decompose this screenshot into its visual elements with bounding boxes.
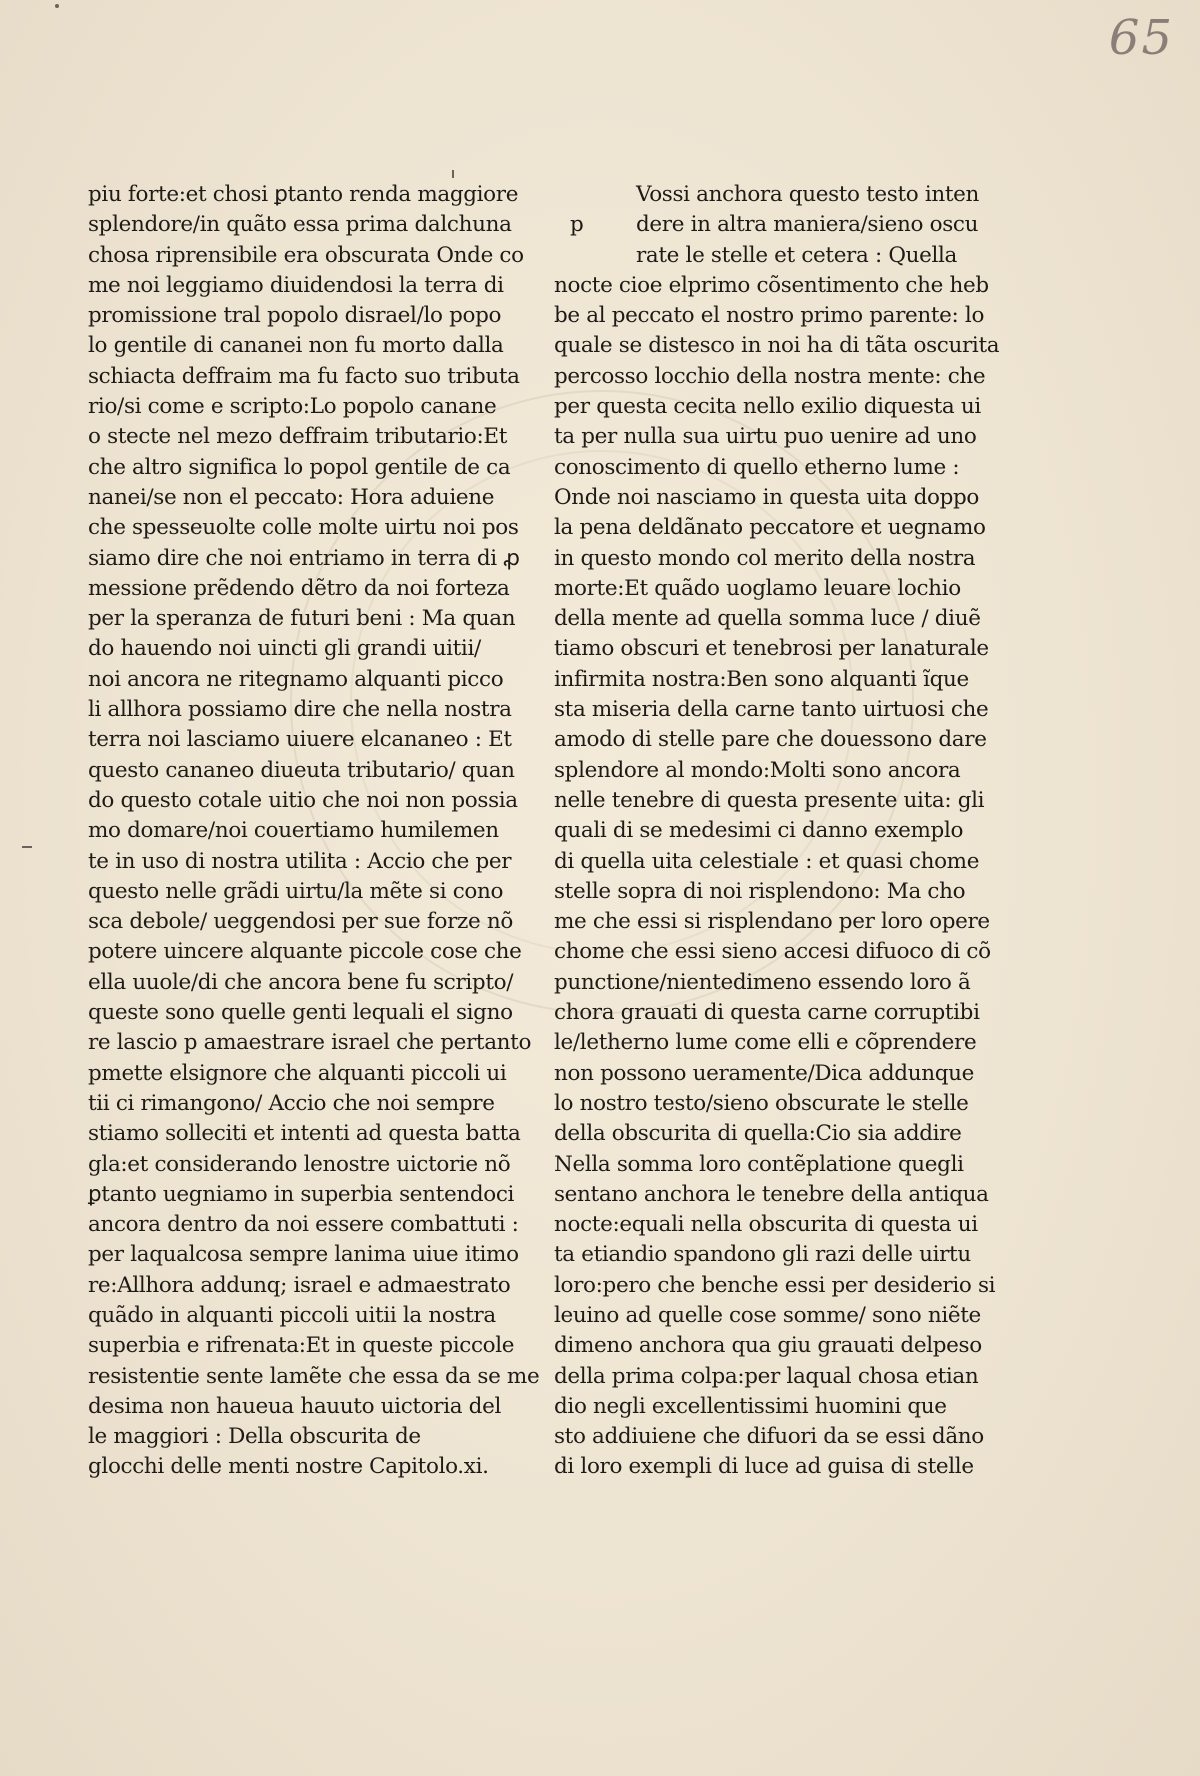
text-line: della mente ad quella somma luce / diuẽ xyxy=(554,606,981,632)
text-line: me noi leggiamo diuidendosi la terra di xyxy=(88,272,504,298)
text-line: quali di se medesimi ci danno exemplo xyxy=(554,818,964,844)
folio-number: 65 xyxy=(1108,10,1174,66)
text-line: per la speranza de futuri beni : Ma quan xyxy=(88,606,516,632)
text-line: lo nostro testo/sieno obscurate le stelle xyxy=(554,1090,969,1116)
text-line: ta etiandio spandono gli razi delle uirtu xyxy=(554,1242,971,1268)
right-text-column xyxy=(554,180,1000,1483)
ink-speck xyxy=(452,170,454,178)
text-line: li allhora possiamo dire che nella nostra xyxy=(88,697,512,723)
text-line: messione prẽdendo dẽtro da noi forteza xyxy=(88,575,510,601)
text-line: di loro exempli di luce ad guisa di stelle xyxy=(554,1454,974,1480)
text-line: do hauendo noi uincti gli grandi uitii/ xyxy=(88,636,481,662)
text-line: re:Allhora addunq; israel e admaestrato xyxy=(88,1272,511,1298)
text-line: chosa riprensibile era obscurata Onde co xyxy=(88,242,524,268)
text-line: te in uso di nostra utilita : Accio che per xyxy=(88,848,512,874)
text-line: ancora dentro da noi essere combattuti : xyxy=(88,1212,519,1238)
text-line: nocte:equali nella obscurita di questa ui xyxy=(554,1212,978,1238)
text-line: terra noi lasciamo uiuere elcananeo : Et xyxy=(88,727,512,753)
text-line: dimeno anchora qua giu grauati delpeso xyxy=(554,1333,982,1359)
text-line: che altro significa lo popol gentile de ca xyxy=(88,454,511,480)
text-line: questo nelle grãdi uirtu/la mẽte si cono xyxy=(88,878,504,904)
text-line: percosso locchio della nostra mente: che xyxy=(554,363,986,389)
text-line: ta per nulla sua uirtu puo uenire ad uno xyxy=(554,424,977,450)
text-line: della obscurita di quella:Cio sia addire xyxy=(554,1121,962,1147)
text-line: mo domare/noi couertiamo humilemen xyxy=(88,818,499,844)
text-line: splendore al mondo:Molti sono ancora xyxy=(554,757,961,783)
text-line: amodo di stelle pare che douessono dare xyxy=(554,727,987,753)
text-line: desima non haueua hauuto uictoria del xyxy=(88,1393,501,1419)
text-line: queste sono quelle genti lequali el signo xyxy=(88,1000,513,1026)
text-line: per questa cecita nello exilio diquesta ui xyxy=(554,394,981,420)
left-text-column xyxy=(88,180,540,1483)
text-line: Onde noi nasciamo in questa uita doppo xyxy=(554,484,980,510)
text-line: chora grauati di questa carne corruptibi xyxy=(554,1000,980,1026)
text-line: nelle tenebre di questa presente uita: gli xyxy=(554,787,985,813)
text-line: per laqualcosa sempre lanima uiue itimo xyxy=(88,1242,519,1268)
text-line: in questo mondo col merito della nostra xyxy=(554,545,976,571)
text-line: ella uuole/di che ancora bene fu scripto/ xyxy=(88,969,514,995)
text-line: le/letherno lume come elli e cõprendere xyxy=(554,1030,977,1056)
text-line: glocchi delle menti nostre Capitolo.xi. xyxy=(88,1454,489,1480)
text-line: punctione/nientedimeno essendo loro ã xyxy=(554,969,971,995)
text-line: rio/si come e scripto:Lo popolo canane xyxy=(88,394,497,420)
text-line: potere uincere alquante piccole cose che xyxy=(88,939,522,965)
text-line: quale se distesco in noi ha di tãta oscurita xyxy=(554,333,1000,359)
text-line: dio negli excellentissimi huomini que xyxy=(554,1393,947,1419)
text-line: morte:Et quãdo uoglamo leuare lochio xyxy=(554,575,961,601)
text-line: tii ci rimangono/ Accio che noi sempre xyxy=(88,1090,495,1116)
text-line: sentano anchora le tenebre della antiqua xyxy=(554,1181,989,1207)
text-line: chome che essi sieno accesi difuoco di cõ xyxy=(554,939,991,965)
text-line: o stecte nel mezo deffraim tributario:Et xyxy=(88,424,508,450)
text-line: le maggiori : Della obscurita de xyxy=(88,1424,421,1450)
text-line: do questo cotale uitio che noi non possia xyxy=(88,787,518,813)
text-line: re lascio p amaestrare israel che pertanto xyxy=(88,1030,532,1056)
text-line: noi ancora ne ritegnamo alquanti picco xyxy=(88,666,504,692)
text-line: che spesseuolte colle molte uirtu noi pos xyxy=(88,515,519,541)
text-line: splendore/in quãto essa prima dalchuna xyxy=(88,212,512,238)
text-line: resistentie sente lamẽte che essa da se me xyxy=(88,1363,540,1389)
ink-speck xyxy=(55,4,59,8)
text-line: conoscimento di quello etherno lume : xyxy=(554,454,960,480)
text-line: be al peccato el nostro primo parente: lo xyxy=(554,303,985,329)
text-line: leuino ad quelle cose somme/ sono niẽte xyxy=(554,1302,981,1328)
text-line-indented: rate le stelle et cetera : Quella xyxy=(636,242,957,268)
text-line: quãdo in alquanti piccoli uitii la nostra xyxy=(88,1302,496,1328)
text-line: loro:pero che benche essi per desiderio si xyxy=(554,1272,996,1298)
text-line: infirmita nostra:Ben sono alquanti ĩque xyxy=(554,666,969,692)
text-line: sto addiuiene che difuori da se essi dãno xyxy=(554,1424,984,1450)
text-line: della prima colpa:per laqual chosa etian xyxy=(554,1363,979,1389)
text-line: sca debole/ ueggendosi per sue forze nõ xyxy=(88,909,513,935)
text-line: piu forte:et chosi ꝑtanto renda maggiore xyxy=(88,182,519,207)
text-line: sta miseria della carne tanto uirtuosi che xyxy=(554,697,989,723)
text-line: non possono ueramente/Dica addunque xyxy=(554,1060,974,1086)
text-line: siamo dire che noi entriamo in terra di ꝓ xyxy=(88,545,520,571)
text-line: me che essi si risplendano per loro opere xyxy=(554,909,990,935)
text-line: la pena deldãnato peccatore et uegnamo xyxy=(554,515,986,541)
text-line: promissione tral popolo disrael/lo popo xyxy=(88,303,502,329)
text-line: Nella somma loro contẽplatione quegli xyxy=(554,1151,964,1177)
ink-speck xyxy=(22,846,32,848)
text-line: questo cananeo diueuta tributario/ quan xyxy=(88,757,515,783)
text-line: stelle sopra di noi risplendono: Ma cho xyxy=(554,878,966,904)
text-line: lo gentile di cananei non fu morto dalla xyxy=(88,333,504,359)
text-line: gla:et considerando lenostre uictorie nõ xyxy=(88,1151,511,1177)
text-line-indented: dere in altra maniera/sieno oscu xyxy=(636,212,979,238)
text-line: nanei/se non el peccato: Hora aduiene xyxy=(88,484,495,510)
text-line: di quella uita celestiale : et quasi chome xyxy=(554,848,980,874)
initial-guide-letter: p xyxy=(570,212,584,237)
text-line-indented: Vossi anchora questo testo inten xyxy=(636,182,980,207)
text-line: tiamo obscuri et tenebrosi per lanaturale xyxy=(554,636,989,662)
text-line: schiacta deffraim ma fu facto suo tributa xyxy=(88,363,520,389)
text-line: superbia e rifrenata:Et in queste piccole xyxy=(88,1333,515,1359)
text-line: pmette elsignore che alquanti piccoli ui xyxy=(88,1060,507,1086)
text-line: stiamo solleciti et intenti ad questa batta xyxy=(88,1121,521,1147)
text-line: ꝑtanto uegniamo in superbia sentendoci xyxy=(88,1181,515,1207)
text-line: nocte cioe elprimo cõsentimento che heb xyxy=(554,272,989,298)
